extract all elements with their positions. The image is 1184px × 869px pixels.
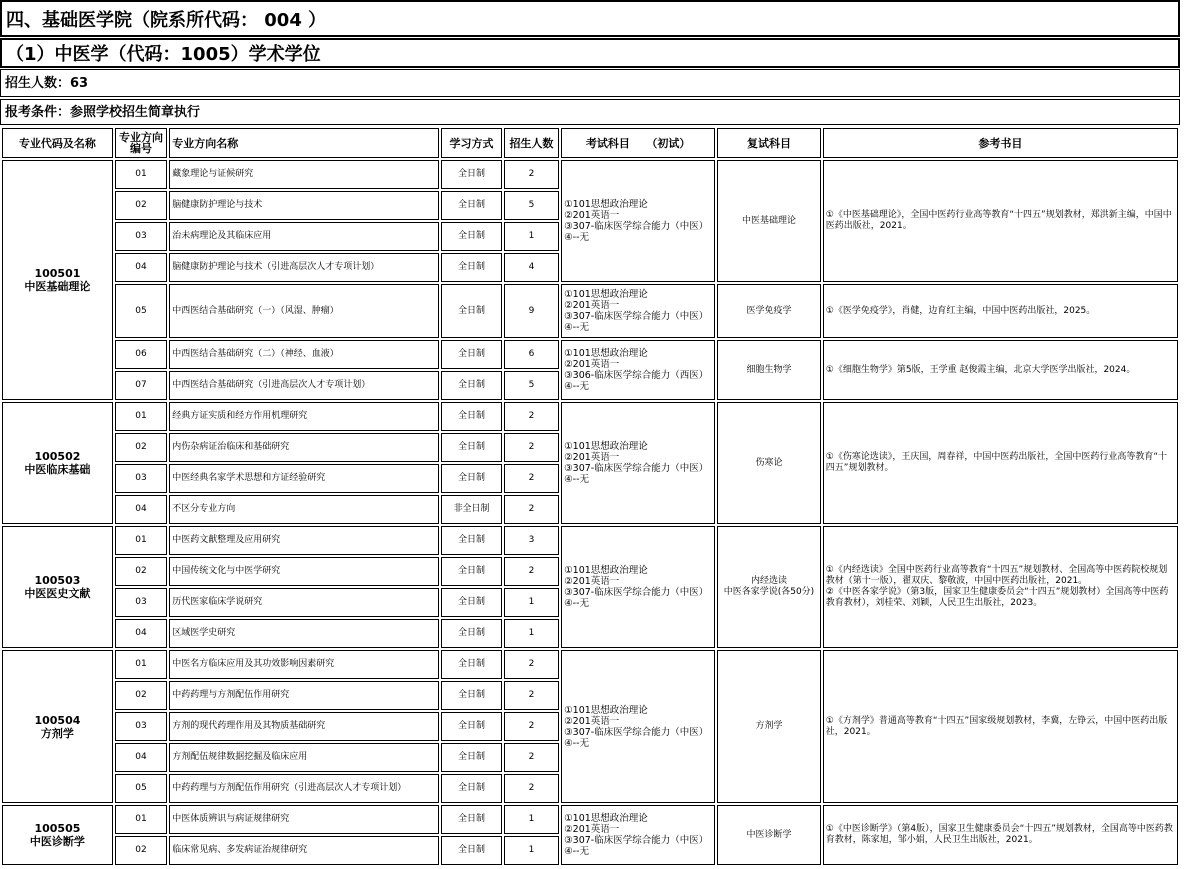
enrollment-count: 招生人数：63	[0, 69, 1180, 97]
exam-subjects: ①101思想政治理论 ②201英语一 ③307-临床医学综合能力（中医） ④--无	[561, 526, 715, 648]
col-header-direction-number: 专业方向 编号	[115, 128, 167, 158]
direction-name: 脑健康防护理论与技术	[169, 191, 439, 220]
enrollment-number: 2	[504, 433, 559, 462]
retest-subject: 内经选读 中医各家学说(各50分)	[717, 526, 821, 648]
direction-name: 中国传统文化与中医学研究	[169, 557, 439, 586]
col-header-direction-name: 专业方向名称	[169, 128, 439, 158]
exam-subjects: ①101思想政治理论 ②201英语一 ③307-临床医学综合能力（中医） ④--无	[561, 650, 715, 803]
direction-name: 经典方证实质和经方作用机理研究	[169, 402, 439, 431]
study-mode: 全日制	[441, 464, 502, 493]
study-mode: 全日制	[441, 774, 502, 803]
enrollment-number: 2	[504, 650, 559, 679]
direction-number: 04	[115, 495, 167, 524]
enrollment-number: 1	[504, 588, 559, 617]
major-cell: 100504 方剂学	[2, 650, 113, 803]
enrollment-number: 1	[504, 836, 559, 865]
major-cell: 100501 中医基础理论	[2, 160, 113, 400]
direction-number: 05	[115, 774, 167, 803]
application-conditions: 报考条件：参照学校招生简章执行	[0, 99, 1180, 125]
program-table	[0, 126, 1180, 867]
col-header-enrollment: 招生人数	[504, 128, 559, 158]
exam-subjects: ①101思想政治理论 ②201英语一 ③307-临床医学综合能力（中医） ④--无	[561, 284, 715, 338]
direction-name: 脑健康防护理论与技术（引进高层次人才专项计划）	[169, 253, 439, 282]
enrollment-number: 2	[504, 681, 559, 710]
direction-number: 02	[115, 836, 167, 865]
study-mode: 全日制	[441, 805, 502, 834]
direction-number: 01	[115, 402, 167, 431]
enrollment-number: 3	[504, 526, 559, 555]
reference-books: ①《医学免疫学》，肖健，边育红主编，中国中医药出版社，2025。	[823, 284, 1178, 338]
retest-subject: 方剂学	[717, 650, 821, 803]
direction-number: 02	[115, 681, 167, 710]
study-mode: 全日制	[441, 402, 502, 431]
direction-number: 03	[115, 222, 167, 251]
exam-subjects: ①101思想政治理论 ②201英语一 ③306-临床医学综合能力（西医） ④--无	[561, 340, 715, 400]
enrollment-number: 2	[504, 774, 559, 803]
study-mode: 全日制	[441, 588, 502, 617]
study-mode: 全日制	[441, 253, 502, 282]
col-header-retest-subjects: 复试科目	[717, 128, 821, 158]
exam-subjects: ①101思想政治理论 ②201英语一 ③307-临床医学综合能力（中医） ④--无	[561, 402, 715, 524]
enrollment-number: 9	[504, 284, 559, 338]
enrollment-number: 2	[504, 402, 559, 431]
col-header-study-mode: 学习方式	[441, 128, 502, 158]
retest-subject: 细胞生物学	[717, 340, 821, 400]
study-mode: 全日制	[441, 284, 502, 338]
direction-number: 02	[115, 557, 167, 586]
major-cell: 100503 中医医史文献	[2, 526, 113, 648]
table-row	[2, 402, 1178, 431]
study-mode: 全日制	[441, 557, 502, 586]
enrollment-number: 2	[504, 160, 559, 189]
direction-name: 中西医结合基础研究（引进高层次人才专项计划）	[169, 371, 439, 400]
direction-name: 治未病理论及其临床应用	[169, 222, 439, 251]
direction-number: 04	[115, 619, 167, 648]
enrollment-number: 1	[504, 619, 559, 648]
study-mode: 全日制	[441, 712, 502, 741]
direction-name: 中医经典名家学术思想和方证经验研究	[169, 464, 439, 493]
study-mode: 全日制	[441, 371, 502, 400]
major-cell: 100505 中医诊断学	[2, 805, 113, 865]
enrollment-number: 6	[504, 340, 559, 369]
reference-books: ①《细胞生物学》第5版，王学重 赵俊霞主编，北京大学医学出版社，2024。	[823, 340, 1178, 400]
reference-books: ①《中医基础理论》，全国中医药行业高等教育“十四五”规划教材，郑洪新主编，中国中医药出版社，2021。	[823, 160, 1178, 282]
enrollment-number: 2	[504, 712, 559, 741]
retest-subject: 医学免疫学	[717, 284, 821, 338]
direction-number: 02	[115, 433, 167, 462]
direction-name: 中西医结合基础研究（一）（风湿、肿瘤）	[169, 284, 439, 338]
direction-number: 03	[115, 464, 167, 493]
direction-number: 04	[115, 743, 167, 772]
direction-number: 05	[115, 284, 167, 338]
study-mode: 全日制	[441, 526, 502, 555]
table-row	[2, 805, 1178, 834]
direction-name: 临床常见病、多发病证治规律研究	[169, 836, 439, 865]
direction-name: 中药药理与方剂配伍作用研究	[169, 681, 439, 710]
direction-number: 06	[115, 340, 167, 369]
direction-number: 02	[115, 191, 167, 220]
major-cell: 100502 中医临床基础	[2, 402, 113, 524]
direction-name: 藏象理论与证候研究	[169, 160, 439, 189]
direction-number: 04	[115, 253, 167, 282]
reference-books: ①《伤寒论选读》，王庆国，周春祥，中国中医药出版社，全国中医药行业高等教育“十四五”规划教材。	[823, 402, 1178, 524]
retest-subject: 中医诊断学	[717, 805, 821, 865]
study-mode: 全日制	[441, 619, 502, 648]
direction-number: 03	[115, 588, 167, 617]
enrollment-number: 2	[504, 495, 559, 524]
study-mode: 全日制	[441, 836, 502, 865]
col-header-major: 专业代码及名称	[2, 128, 113, 158]
direction-number: 01	[115, 160, 167, 189]
direction-name: 中医体质辨识与病证规律研究	[169, 805, 439, 834]
enrollment-number: 2	[504, 557, 559, 586]
enrollment-number: 4	[504, 253, 559, 282]
enrollment-number: 5	[504, 371, 559, 400]
study-mode: 全日制	[441, 160, 502, 189]
direction-name: 区域医学史研究	[169, 619, 439, 648]
col-header-reference-books: 参考书目	[823, 128, 1178, 158]
enrollment-number: 2	[504, 743, 559, 772]
section-title: 四、基础医学院（院系所代码： 004 ）	[0, 0, 1180, 37]
direction-name: 中西医结合基础研究（二）（神经、血液）	[169, 340, 439, 369]
study-mode: 全日制	[441, 222, 502, 251]
reference-books: ①《方剂学》普通高等教育“十四五”国家级规划教材，李冀，左铮云，中国中医药出版社，2021。	[823, 650, 1178, 803]
exam-subjects: ①101思想政治理论 ②201英语一 ③307-临床医学综合能力（中医） ④--无	[561, 805, 715, 865]
table-row	[2, 340, 1178, 369]
direction-name: 中医药文献整理及应用研究	[169, 526, 439, 555]
retest-subject: 伤寒论	[717, 402, 821, 524]
direction-name: 方剂的现代药理作用及其物质基础研究	[169, 712, 439, 741]
table-row	[2, 160, 1178, 189]
study-mode: 全日制	[441, 433, 502, 462]
enrollment-number: 5	[504, 191, 559, 220]
table-row	[2, 284, 1178, 338]
direction-name: 方剂配伍规律数据挖掘及临床应用	[169, 743, 439, 772]
direction-number: 01	[115, 526, 167, 555]
direction-name: 内伤杂病证治临床和基础研究	[169, 433, 439, 462]
direction-name: 历代医家临床学说研究	[169, 588, 439, 617]
table-row	[2, 650, 1178, 679]
reference-books: ①《内经选读》全国中医药行业高等教育“十四五”规划教材、全国高等中医药院校规划教材（第十一版），翟双庆、黎敬波，中国中医药出版社，2021。 ②《中医各家学说》（第3版，国家卫生健康委员会“十四五”规划教材）全国高等中医药教育教材），刘桂荣、刘颖，人民卫生出版社，2023。	[823, 526, 1178, 648]
study-mode: 全日制	[441, 340, 502, 369]
direction-number: 03	[115, 712, 167, 741]
table-row	[2, 526, 1178, 555]
col-header-exam-subjects: 考试科目 （初试）	[561, 128, 715, 158]
table-header-row	[2, 128, 1178, 158]
direction-number: 07	[115, 371, 167, 400]
study-mode: 全日制	[441, 743, 502, 772]
enrollment-number: 2	[504, 464, 559, 493]
direction-number: 01	[115, 805, 167, 834]
direction-name: 不区分专业方向	[169, 495, 439, 524]
exam-subjects: ①101思想政治理论 ②201英语一 ③307-临床医学综合能力（中医） ④--无	[561, 160, 715, 282]
enrollment-number: 1	[504, 805, 559, 834]
direction-name: 中医名方临床应用及其功效影响因素研究	[169, 650, 439, 679]
program-title: （1）中医学（代码：1005）学术学位	[0, 38, 1180, 68]
retest-subject: 中医基础理论	[717, 160, 821, 282]
study-mode: 全日制	[441, 681, 502, 710]
direction-name: 中药药理与方剂配伍作用研究（引进高层次人才专项计划）	[169, 774, 439, 803]
enrollment-number: 1	[504, 222, 559, 251]
reference-books: ①《中医诊断学》（第4版），国家卫生健康委员会“十四五”规划教材，全国高等中医药教育教材，陈家旭，邹小娟，人民卫生出版社，2021。	[823, 805, 1178, 865]
direction-number: 01	[115, 650, 167, 679]
study-mode: 全日制	[441, 650, 502, 679]
study-mode: 全日制	[441, 191, 502, 220]
study-mode: 非全日制	[441, 495, 502, 524]
